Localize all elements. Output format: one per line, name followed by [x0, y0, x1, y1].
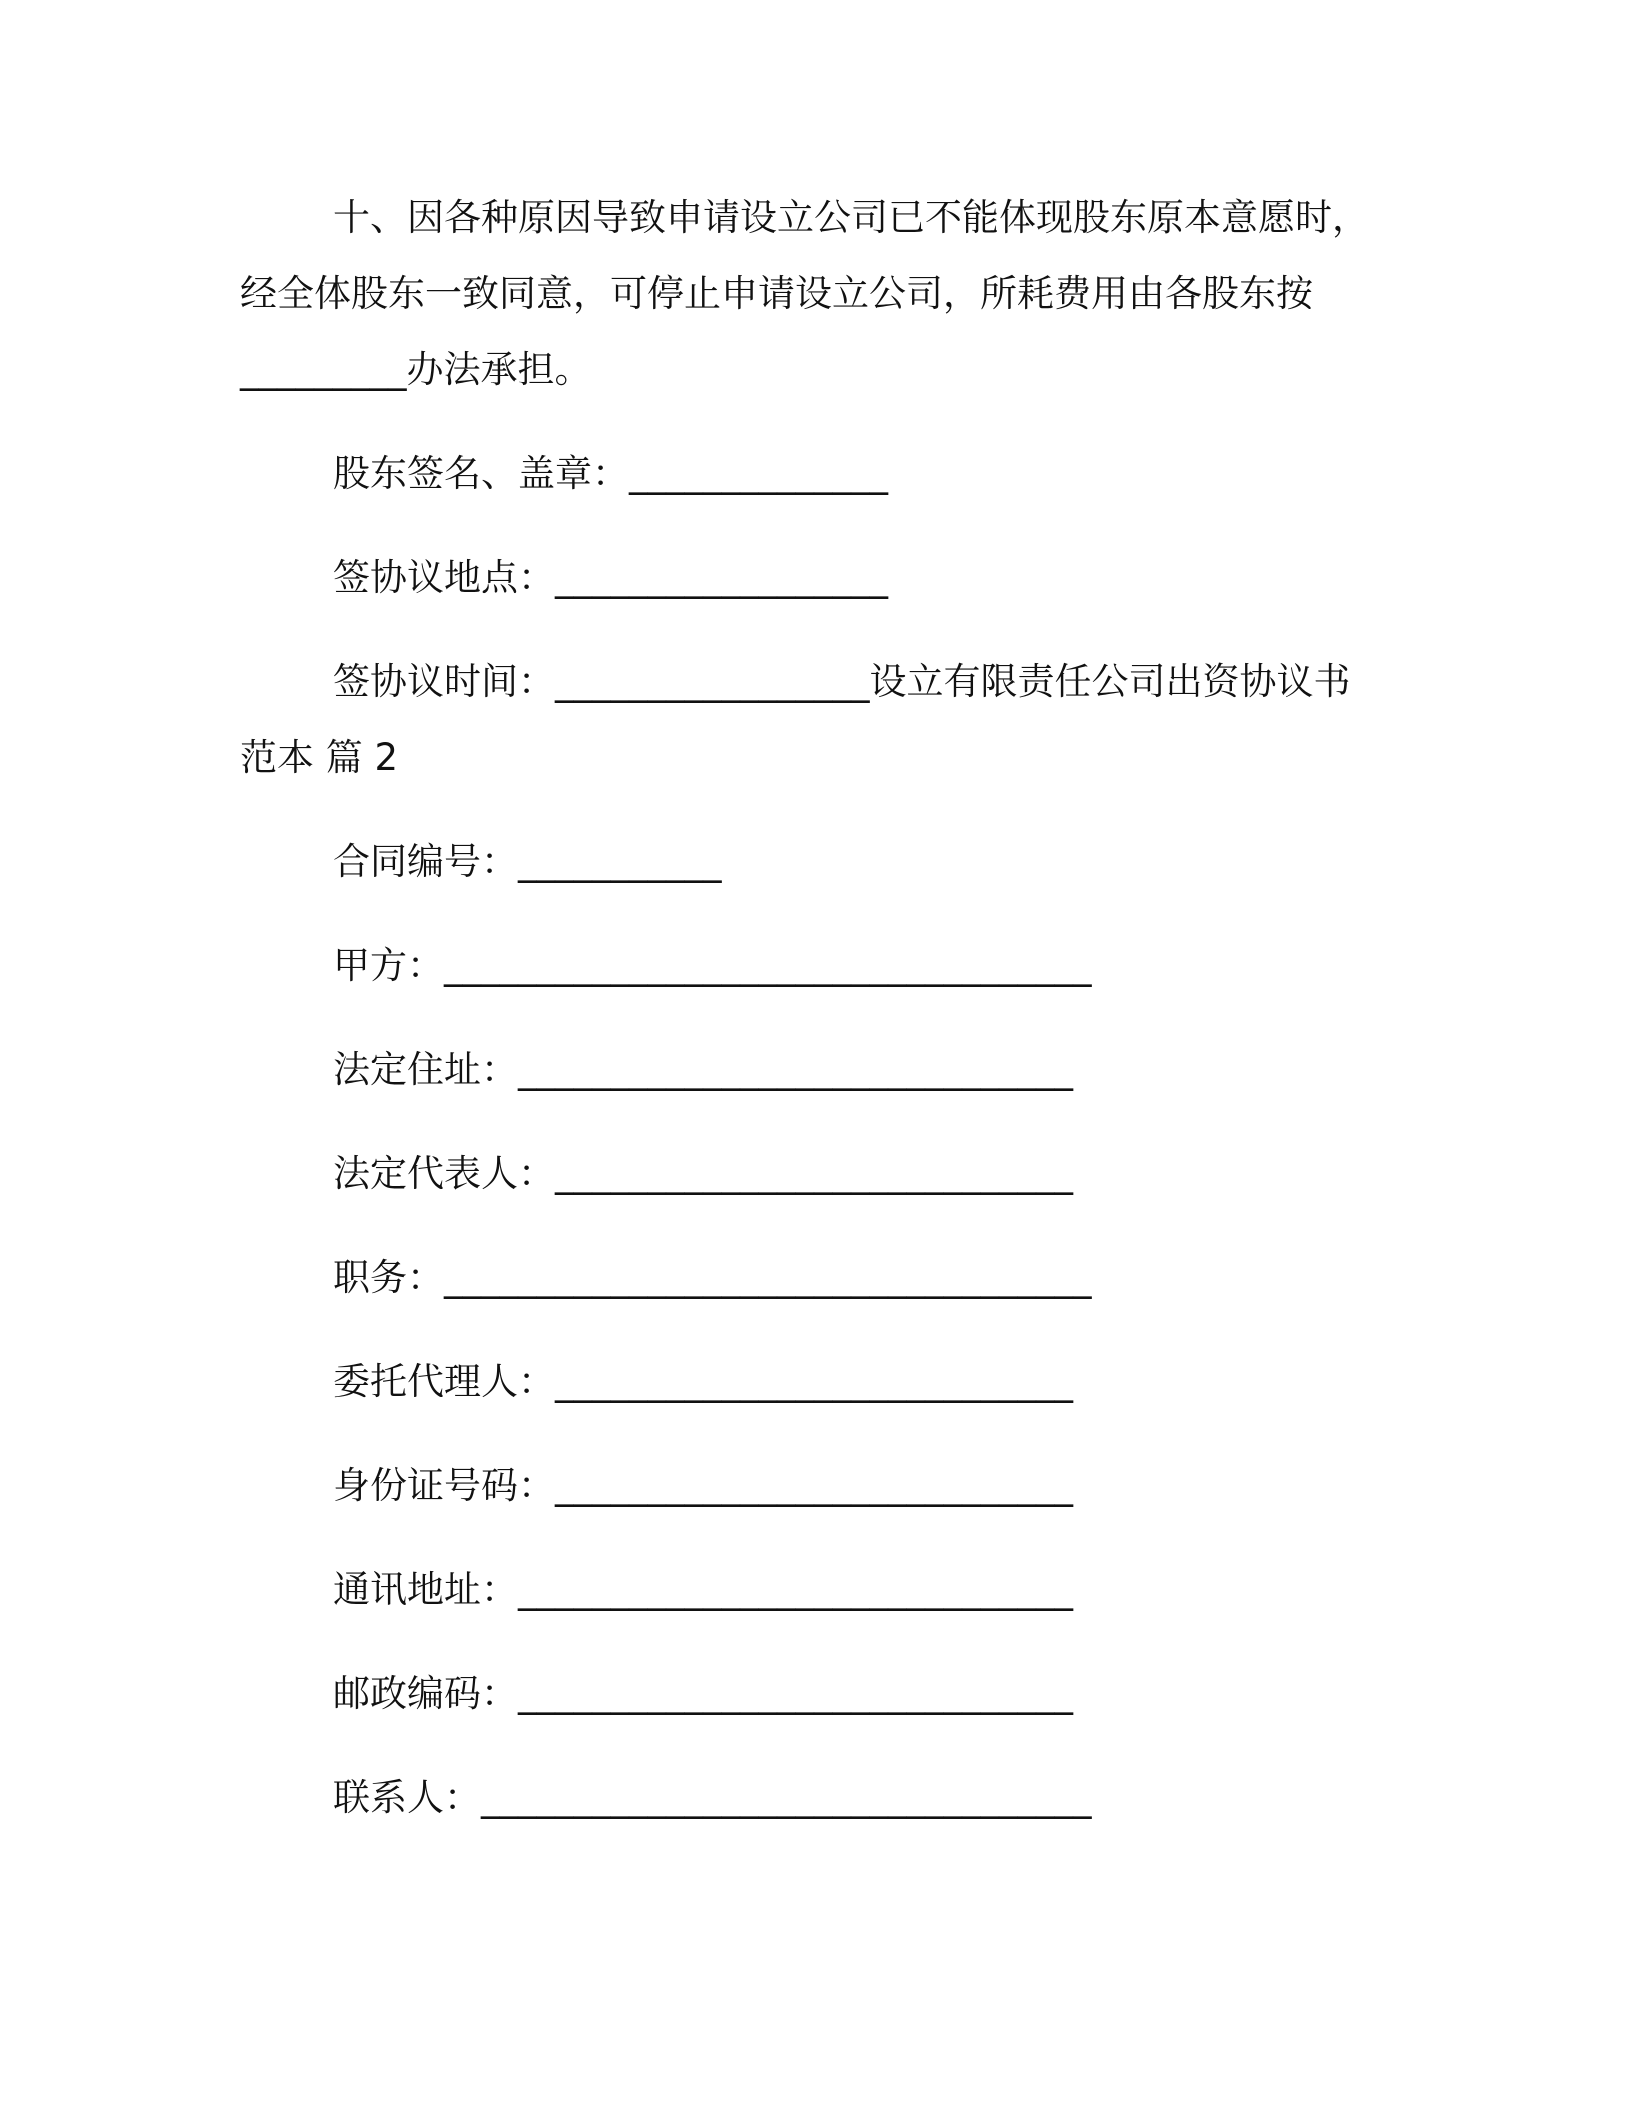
legal-address-field: 法定住址：______________________________ [333, 1048, 1073, 1091]
sign-time-field: 签协议时间：_________________设立有限责任公司出资协议书 [333, 660, 1351, 703]
section-heading-part-2: 范本 篇 2 [240, 736, 399, 779]
position-field: 职务：___________________________________ [333, 1256, 1092, 1299]
mailing-address-field: 通讯地址：______________________________ [333, 1568, 1073, 1611]
sign-place-field: 签协议地点：__________________ [333, 556, 888, 599]
clause-10-line-2: 经全体股东一致同意，可停止申请设立公司，所耗费用由各股东按 [240, 272, 1313, 315]
shareholder-signature-field: 股东签名、盖章：______________ [333, 452, 888, 495]
party-a-field: 甲方：___________________________________ [333, 944, 1092, 987]
legal-representative-field: 法定代表人：____________________________ [333, 1152, 1073, 1195]
authorized-agent-field: 委托代理人：____________________________ [333, 1360, 1073, 1403]
clause-10-line-1: 十、因各种原因导致申请设立公司已不能体现股东原本意愿时， [333, 196, 1369, 239]
contact-person-field: 联系人：_________________________________ [333, 1776, 1092, 1819]
contract-number-field: 合同编号：___________ [333, 840, 722, 883]
clause-10-line-3: _________办法承担。 [240, 348, 592, 391]
id-number-field: 身份证号码：____________________________ [333, 1464, 1073, 1507]
postcode-field: 邮政编码：______________________________ [333, 1672, 1073, 1715]
